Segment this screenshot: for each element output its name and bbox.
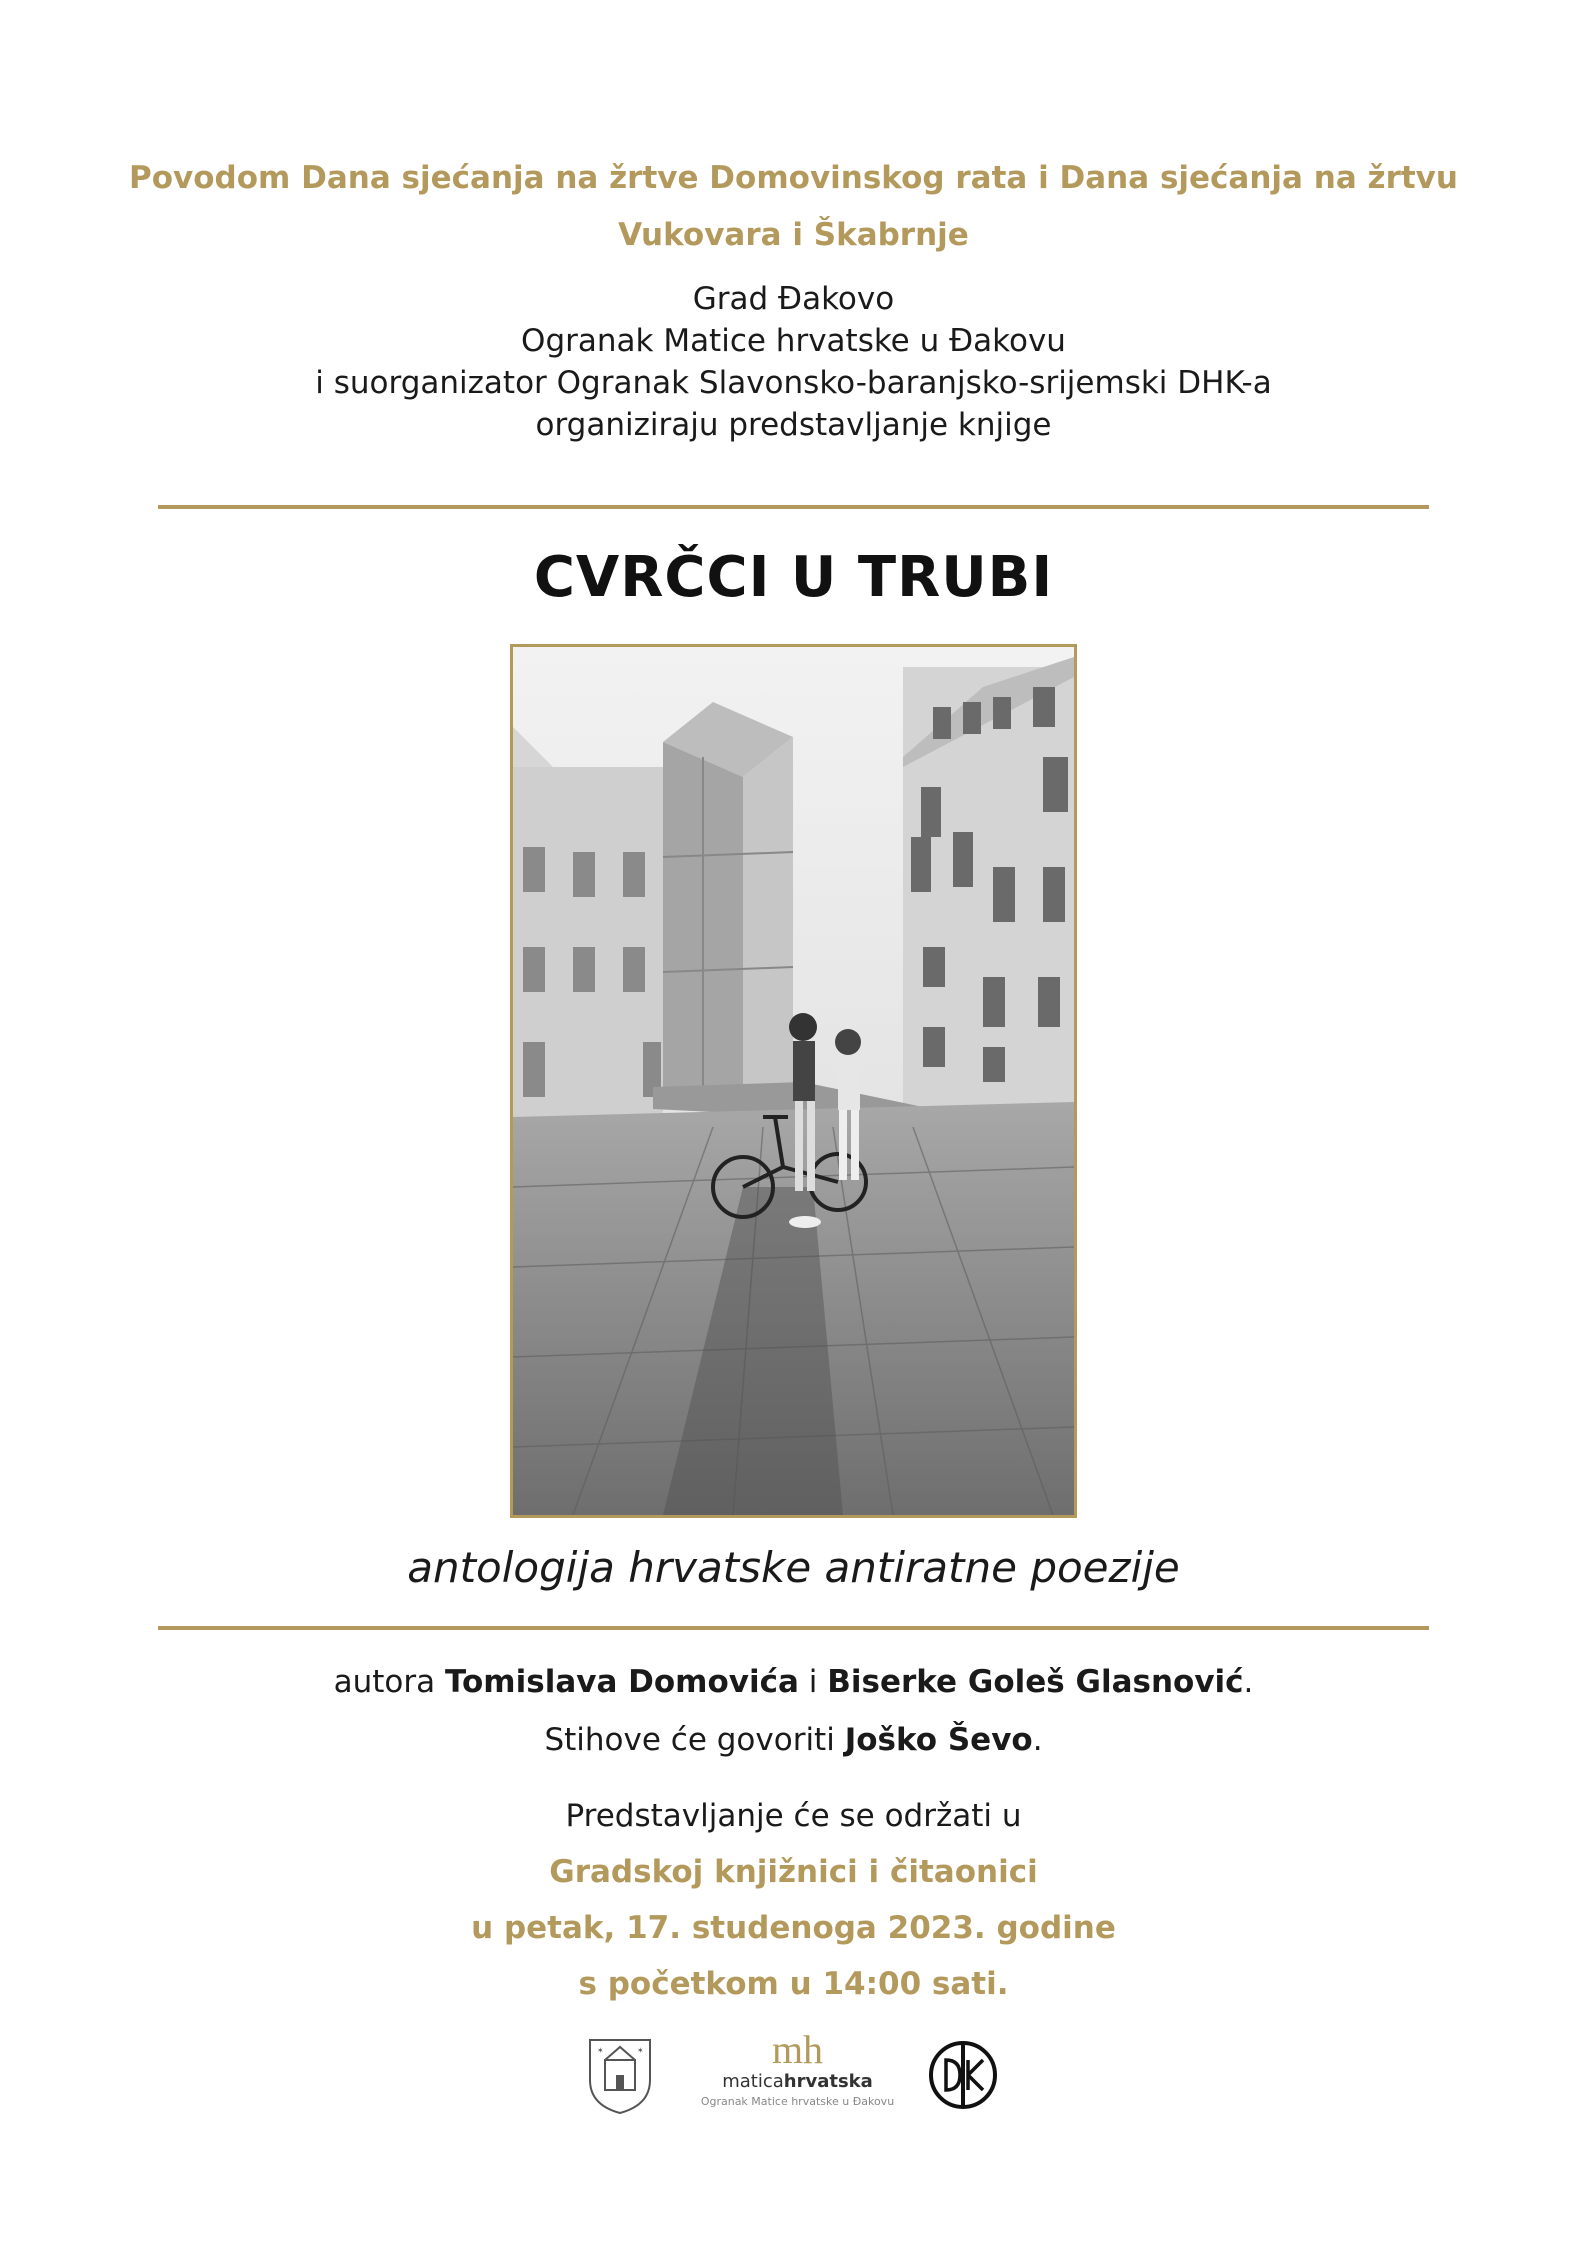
event-venue: Gradskoj knjižnici i čitaonici (549, 1854, 1038, 1890)
reader-prefix: Stihove će govoriti (544, 1722, 845, 1758)
authors-prefix: autora (333, 1664, 445, 1700)
authors-line (0, 1653, 1587, 1711)
organizer-line-2: Ogranak Matice hrvatske u Đakovu (521, 323, 1066, 359)
author-1: Tomislava Domovića (444, 1664, 799, 1700)
organizer-line-3: i suorganizator Ogranak Slavonsko-baranjsko-srijemski DHK-a (315, 365, 1272, 401)
authors-joiner: i (798, 1664, 828, 1700)
matica-mark-icon: mh (771, 2027, 824, 2072)
credits-block (0, 1653, 1587, 1769)
occasion-line-1: Povodom Dana sjećanja na žrtve Domovinskog rata i Dana sjećanja na žrtvu (129, 160, 1458, 196)
organizer-line-1: Grad Đakovo (692, 281, 895, 317)
bottom-divider (158, 1626, 1429, 1630)
organizer-line-4: organiziraju predstavljanje knjige (535, 407, 1052, 443)
event-block (0, 1788, 1587, 2012)
matica-wordmark-bold: hrvatska (783, 2071, 873, 2092)
authors-suffix: . (1243, 1664, 1254, 1700)
svg-text:✶: ✶ (597, 2046, 604, 2055)
reader-name: Joško Ševo (844, 1722, 1033, 1758)
book-title: CVRČCI U TRUBI (533, 545, 1054, 610)
matica-wordmark-light: matica (722, 2071, 784, 2092)
reader-suffix: . (1032, 1722, 1043, 1758)
matica-branch: Ogranak Matice hrvatske u Đakovu (700, 2095, 895, 2108)
occasion-line-2: Vukovara i Škabrnje (618, 217, 969, 253)
city-coat-of-arms-icon (585, 2035, 655, 2115)
event-time: s početkom u 14:00 sati. (578, 1966, 1009, 2002)
cover-photo (510, 644, 1077, 1518)
author-2: Biserke Goleš Glasnović (827, 1664, 1244, 1700)
event-intro: Predstavljanje će se održati u (565, 1798, 1022, 1834)
book-subtitle: antologija hrvatske antiratne poezije (407, 1543, 1180, 1592)
dhk-logo-icon (928, 2040, 998, 2110)
event-date: u petak, 17. studenoga 2023. godine (471, 1910, 1116, 1946)
top-divider (158, 505, 1429, 509)
svg-text:✶: ✶ (637, 2046, 644, 2055)
matica-hrvatska-logo (680, 2027, 915, 2120)
reader-line (0, 1711, 1587, 1769)
organizers-block (0, 278, 1587, 446)
matica-wordmark (680, 2070, 915, 2094)
occasion-heading (0, 150, 1587, 264)
cover-photo-illustration (513, 647, 1074, 1515)
